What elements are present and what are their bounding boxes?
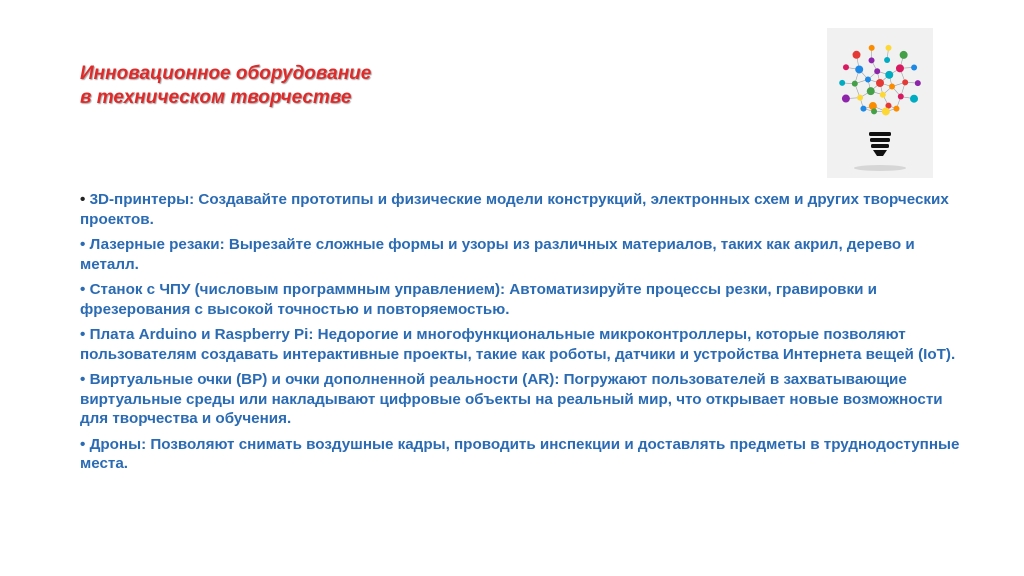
network-node bbox=[855, 65, 863, 73]
bullet-text: Плата Arduino и Raspberry Pi: Недорогие и многофункциональные микроконтроллеры, которые позволяют пользователям создавать интерактивные проекты, такие как роботы, датчики и устройства Интернета вещей (IoT). bbox=[80, 326, 956, 363]
network-node bbox=[865, 76, 871, 82]
bullet-item bbox=[80, 280, 960, 319]
bullet-marker: • bbox=[80, 371, 86, 388]
network-node bbox=[898, 94, 904, 100]
bullet-marker: • bbox=[80, 326, 86, 343]
network-node bbox=[867, 87, 875, 95]
bullet-item bbox=[80, 435, 960, 474]
bullet-marker: • bbox=[80, 191, 86, 208]
bullet-text: Виртуальные очки (ВР) и очки дополненной реальности (AR): Погружают пользователей в захватывающие виртуальные среды или накладывают цифровые объекты на реальный мир, что открывает новые возможности для творчества и обучения. bbox=[80, 371, 943, 427]
bullet-item bbox=[80, 235, 960, 274]
network-node bbox=[910, 95, 918, 103]
bullet-marker: • bbox=[80, 236, 86, 253]
network-node bbox=[893, 106, 899, 112]
bullet-text: Лазерные резаки: Вырезайте сложные формы и узоры из различных материалов, таких как акрил, дерево и металл. bbox=[80, 236, 915, 273]
network-node bbox=[843, 64, 849, 70]
network-node bbox=[884, 57, 890, 63]
network-node bbox=[860, 106, 866, 112]
title-line-1: Инновационное оборудование bbox=[80, 63, 372, 84]
bullet-list bbox=[80, 190, 960, 480]
bullet-text: 3D-принтеры: Создавайте прототипы и физические модели конструкций, электронных схем и других творческих проектов. bbox=[80, 191, 949, 228]
network-node bbox=[880, 92, 886, 98]
network-node bbox=[911, 64, 917, 70]
network-node bbox=[882, 107, 890, 115]
title-line-2: в техническом творчестве bbox=[80, 87, 352, 108]
network-node bbox=[871, 108, 877, 114]
network-node bbox=[869, 45, 875, 51]
network-node bbox=[853, 51, 861, 59]
network-node bbox=[874, 68, 880, 74]
network-node bbox=[900, 51, 908, 59]
slide-title bbox=[80, 62, 640, 110]
network-node bbox=[915, 80, 921, 86]
bullet-marker: • bbox=[80, 435, 86, 453]
bullet-marker: • bbox=[80, 281, 86, 298]
bullet-item bbox=[80, 190, 960, 229]
network-node bbox=[857, 95, 863, 101]
network-node bbox=[869, 57, 875, 63]
network-node bbox=[896, 64, 904, 72]
network-node bbox=[876, 79, 884, 87]
lightbulb-icon bbox=[827, 28, 933, 178]
network-node bbox=[842, 95, 850, 103]
network-node bbox=[885, 45, 891, 51]
network-node bbox=[839, 80, 845, 86]
bullet-text: Дроны: Позволяют снимать воздушные кадры, проводить инспекции и доставлять предметы в труднодоступные места. bbox=[80, 435, 960, 472]
network-node bbox=[889, 84, 895, 90]
network-node bbox=[902, 79, 908, 85]
bullet-item bbox=[80, 370, 960, 429]
network-node bbox=[852, 81, 858, 87]
network-node bbox=[885, 71, 893, 79]
bullet-item bbox=[80, 325, 960, 364]
lightbulb-image bbox=[827, 28, 933, 178]
bullet-text: Станок с ЧПУ (числовым программным управлением): Автоматизируйте процессы резки, гравировки и фрезерования с высокой точностью и повторяемостью. bbox=[80, 281, 877, 318]
